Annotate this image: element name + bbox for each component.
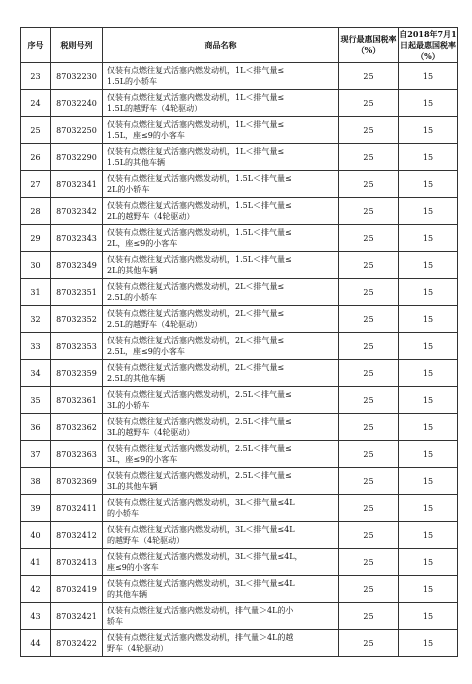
- header-code: 税则号列: [51, 28, 103, 63]
- row-name: [103, 306, 339, 333]
- row-name-line1: 仅装有点燃往复式活塞内燃发动机，3L＜排气量≤4L，: [107, 552, 303, 561]
- row-current-rate: 25: [339, 306, 399, 333]
- row-name-line2: 1.5L的其他车辆: [107, 158, 166, 167]
- row-name: [103, 333, 339, 360]
- row-new-rate: 15: [399, 630, 458, 657]
- row-name-line1: 仅装有点燃往复式活塞内燃发动机，1L＜排气量≤: [107, 147, 285, 156]
- row-name-line2: 1.5L的小轿车: [107, 77, 158, 86]
- row-name-line1: 仅装有点燃往复式活塞内燃发动机，2.5L＜排气量≤: [107, 390, 292, 399]
- row-code: 87032411: [51, 495, 103, 522]
- row-name-line2: 座≤9的小客车: [107, 563, 159, 572]
- row-name: [103, 414, 339, 441]
- table-row: [21, 468, 458, 495]
- row-current-rate: 25: [339, 333, 399, 360]
- row-name-line1: 仅装有点燃往复式活塞内燃发动机，3L＜排气量≤4L: [107, 525, 295, 534]
- row-current-rate: 25: [339, 90, 399, 117]
- row-new-rate: 15: [399, 360, 458, 387]
- row-name: [103, 387, 339, 414]
- row-name-line2: 2.5L，座≤9的小客车: [107, 347, 185, 356]
- row-name: [103, 630, 339, 657]
- row-name-line1: 仅装有点燃往复式活塞内燃发动机，1L＜排气量≤: [107, 93, 285, 102]
- row-name-line2: 2L，座≤9的小客车: [107, 239, 178, 248]
- row-code: 87032413: [51, 549, 103, 576]
- row-seq: 36: [21, 414, 51, 441]
- table-row: [21, 387, 458, 414]
- row-current-rate: 25: [339, 468, 399, 495]
- row-current-rate: 25: [339, 576, 399, 603]
- table-row: [21, 144, 458, 171]
- row-seq: 40: [21, 522, 51, 549]
- row-new-rate: 15: [399, 279, 458, 306]
- row-new-rate: 15: [399, 603, 458, 630]
- row-code: 87032343: [51, 225, 103, 252]
- row-name: [103, 549, 339, 576]
- row-current-rate: 25: [339, 414, 399, 441]
- row-name: [103, 90, 339, 117]
- row-new-rate: 15: [399, 90, 458, 117]
- row-current-rate: 25: [339, 63, 399, 90]
- row-current-rate: 25: [339, 144, 399, 171]
- row-name-line1: 仅装有点燃往复式活塞内燃发动机，排气量＞4L的小: [107, 606, 294, 615]
- row-name-line2: 3L的小轿车: [107, 401, 150, 410]
- table-row: [21, 414, 458, 441]
- row-name-line2: 的小轿车: [107, 509, 139, 518]
- table-row: [21, 576, 458, 603]
- row-name-line2: 3L的其他车辆: [107, 482, 158, 491]
- row-seq: 29: [21, 225, 51, 252]
- row-name: [103, 117, 339, 144]
- table-row: [21, 171, 458, 198]
- row-current-rate: 25: [339, 441, 399, 468]
- row-new-rate: 15: [399, 225, 458, 252]
- row-code: 87032250: [51, 117, 103, 144]
- row-seq: 44: [21, 630, 51, 657]
- row-code: 87032240: [51, 90, 103, 117]
- row-code: 87032419: [51, 576, 103, 603]
- row-current-rate: 25: [339, 495, 399, 522]
- row-new-rate: 15: [399, 252, 458, 279]
- row-name-line2: 3L的越野车（4轮驱动）: [107, 428, 195, 437]
- row-new-rate: 15: [399, 117, 458, 144]
- row-new-rate: 15: [399, 306, 458, 333]
- row-name-line2: 野车（4轮驱动）: [107, 644, 169, 653]
- row-seq: 24: [21, 90, 51, 117]
- row-seq: 25: [21, 117, 51, 144]
- row-name: [103, 576, 339, 603]
- header-new-rate: 自2018年7月1日起最惠国税率（%）: [399, 28, 457, 61]
- row-code: 87032352: [51, 306, 103, 333]
- row-new-rate: 15: [399, 468, 458, 495]
- table-row: [21, 441, 458, 468]
- row-current-rate: 25: [339, 630, 399, 657]
- table-row: [21, 360, 458, 387]
- row-name-line2: 2L的越野车（4轮驱动）: [107, 212, 195, 221]
- row-seq: 23: [21, 63, 51, 90]
- row-name-line1: 仅装有点燃往复式活塞内燃发动机，排气量＞4L的越: [107, 633, 294, 642]
- table-row: [21, 333, 458, 360]
- row-name-line1: 仅装有点燃往复式活塞内燃发动机，1L＜排气量≤: [107, 66, 285, 75]
- row-seq: 41: [21, 549, 51, 576]
- row-seq: 26: [21, 144, 51, 171]
- table-row: [21, 117, 458, 144]
- row-seq: 37: [21, 441, 51, 468]
- row-name-line2: 的越野车（4轮驱动）: [107, 536, 185, 545]
- row-name-line1: 仅装有点燃往复式活塞内燃发动机，2L＜排气量≤: [107, 363, 285, 372]
- row-name-line2: 2.5L的其他车辆: [107, 374, 166, 383]
- row-name: [103, 252, 339, 279]
- row-name-line1: 仅装有点燃往复式活塞内燃发动机，1.5L＜排气量≤: [107, 201, 292, 210]
- row-seq: 43: [21, 603, 51, 630]
- row-name: [103, 468, 339, 495]
- row-current-rate: 25: [339, 117, 399, 144]
- row-name: [103, 144, 339, 171]
- row-new-rate: 15: [399, 387, 458, 414]
- table-row: [21, 603, 458, 630]
- row-code: 87032230: [51, 63, 103, 90]
- row-seq: 38: [21, 468, 51, 495]
- row-current-rate: 25: [339, 225, 399, 252]
- row-new-rate: 15: [399, 171, 458, 198]
- row-new-rate: 15: [399, 576, 458, 603]
- row-seq: 42: [21, 576, 51, 603]
- row-code: 87032361: [51, 387, 103, 414]
- row-name-line2: 1.5L的越野车（4轮驱动）: [107, 104, 203, 113]
- header-current-rate: 现行最惠国税率（%）: [339, 28, 399, 63]
- row-seq: 35: [21, 387, 51, 414]
- table-row: [21, 198, 458, 225]
- row-name: [103, 603, 339, 630]
- row-seq: 28: [21, 198, 51, 225]
- row-current-rate: 25: [339, 171, 399, 198]
- row-code: 87032290: [51, 144, 103, 171]
- row-name-line1: 仅装有点燃往复式活塞内燃发动机，3L＜排气量≤4L: [107, 498, 295, 507]
- row-seq: 31: [21, 279, 51, 306]
- row-seq: 32: [21, 306, 51, 333]
- row-name-line2: 3L，座≤9的小客车: [107, 455, 178, 464]
- row-current-rate: 25: [339, 549, 399, 576]
- table-row: [21, 225, 458, 252]
- row-new-rate: 15: [399, 63, 458, 90]
- row-seq: 39: [21, 495, 51, 522]
- row-name-line1: 仅装有点燃往复式活塞内燃发动机，2.5L＜排气量≤: [107, 444, 292, 453]
- row-name: [103, 225, 339, 252]
- row-code: 87032349: [51, 252, 103, 279]
- row-new-rate: 15: [399, 333, 458, 360]
- row-code: 87032351: [51, 279, 103, 306]
- header-name: 商品名称: [103, 28, 339, 63]
- table-row: [21, 522, 458, 549]
- row-code: 87032359: [51, 360, 103, 387]
- table-body: [21, 63, 458, 657]
- row-name-line1: 仅装有点燃往复式活塞内燃发动机，1L＜排气量≤: [107, 120, 285, 129]
- row-name: [103, 279, 339, 306]
- row-new-rate: 15: [399, 495, 458, 522]
- row-new-rate: 15: [399, 414, 458, 441]
- row-name-line1: 仅装有点燃往复式活塞内燃发动机，2L＜排气量≤: [107, 336, 285, 345]
- row-name-line2: 1.5L，座≤9的小客车: [107, 131, 185, 140]
- row-code: 87032342: [51, 198, 103, 225]
- row-new-rate: 15: [399, 549, 458, 576]
- header-seq: 序号: [21, 28, 51, 63]
- row-code: 87032353: [51, 333, 103, 360]
- table-row: [21, 90, 458, 117]
- row-current-rate: 25: [339, 603, 399, 630]
- row-name-line2: 2.5L的越野车（4轮驱动）: [107, 320, 203, 329]
- row-name: [103, 360, 339, 387]
- table-row: [21, 252, 458, 279]
- row-name-line1: 仅装有点燃往复式活塞内燃发动机，1.5L＜排气量≤: [107, 174, 292, 183]
- row-new-rate: 15: [399, 144, 458, 171]
- row-name-line2: 轿车: [107, 617, 123, 626]
- row-current-rate: 25: [339, 387, 399, 414]
- table-row: [21, 279, 458, 306]
- row-new-rate: 15: [399, 198, 458, 225]
- table-row: [21, 495, 458, 522]
- table-header-row: [21, 28, 458, 63]
- row-current-rate: 25: [339, 522, 399, 549]
- table-row: [21, 306, 458, 333]
- row-code: 87032369: [51, 468, 103, 495]
- row-seq: 30: [21, 252, 51, 279]
- row-name: [103, 522, 339, 549]
- row-code: 87032412: [51, 522, 103, 549]
- row-current-rate: 25: [339, 198, 399, 225]
- row-new-rate: 15: [399, 522, 458, 549]
- table-row: [21, 63, 458, 90]
- row-code: 87032421: [51, 603, 103, 630]
- row-name: [103, 63, 339, 90]
- row-name-line1: 仅装有点燃往复式活塞内燃发动机，3L＜排气量≤4L: [107, 579, 295, 588]
- row-seq: 27: [21, 171, 51, 198]
- row-name-line1: 仅装有点燃往复式活塞内燃发动机，1.5L＜排气量≤: [107, 228, 292, 237]
- row-name-line1: 仅装有点燃往复式活塞内燃发动机，2.5L＜排气量≤: [107, 417, 292, 426]
- row-name: [103, 495, 339, 522]
- row-name-line2: 的其他车辆: [107, 590, 147, 599]
- row-name: [103, 198, 339, 225]
- row-code: 87032422: [51, 630, 103, 657]
- row-new-rate: 15: [399, 441, 458, 468]
- table-row: [21, 549, 458, 576]
- row-current-rate: 25: [339, 360, 399, 387]
- row-code: 87032363: [51, 441, 103, 468]
- row-name-line1: 仅装有点燃往复式活塞内燃发动机，2L＜排气量≤: [107, 309, 285, 318]
- table-row: [21, 630, 458, 657]
- row-seq: 33: [21, 333, 51, 360]
- row-code: 87032341: [51, 171, 103, 198]
- row-seq: 34: [21, 360, 51, 387]
- row-name-line1: 仅装有点燃往复式活塞内燃发动机，2L＜排气量≤: [107, 282, 285, 291]
- row-name: [103, 441, 339, 468]
- row-code: 87032362: [51, 414, 103, 441]
- row-name: [103, 171, 339, 198]
- row-name-line1: 仅装有点燃往复式活塞内燃发动机，1.5L＜排气量≤: [107, 255, 292, 264]
- row-name-line1: 仅装有点燃往复式活塞内燃发动机，2.5L＜排气量≤: [107, 471, 292, 480]
- row-current-rate: 25: [339, 252, 399, 279]
- row-current-rate: 25: [339, 279, 399, 306]
- row-name-line2: 2L的其他车辆: [107, 266, 158, 275]
- row-name-line2: 2L的小轿车: [107, 185, 150, 194]
- row-name-line2: 2.5L的小轿车: [107, 293, 158, 302]
- tariff-table: [20, 27, 458, 657]
